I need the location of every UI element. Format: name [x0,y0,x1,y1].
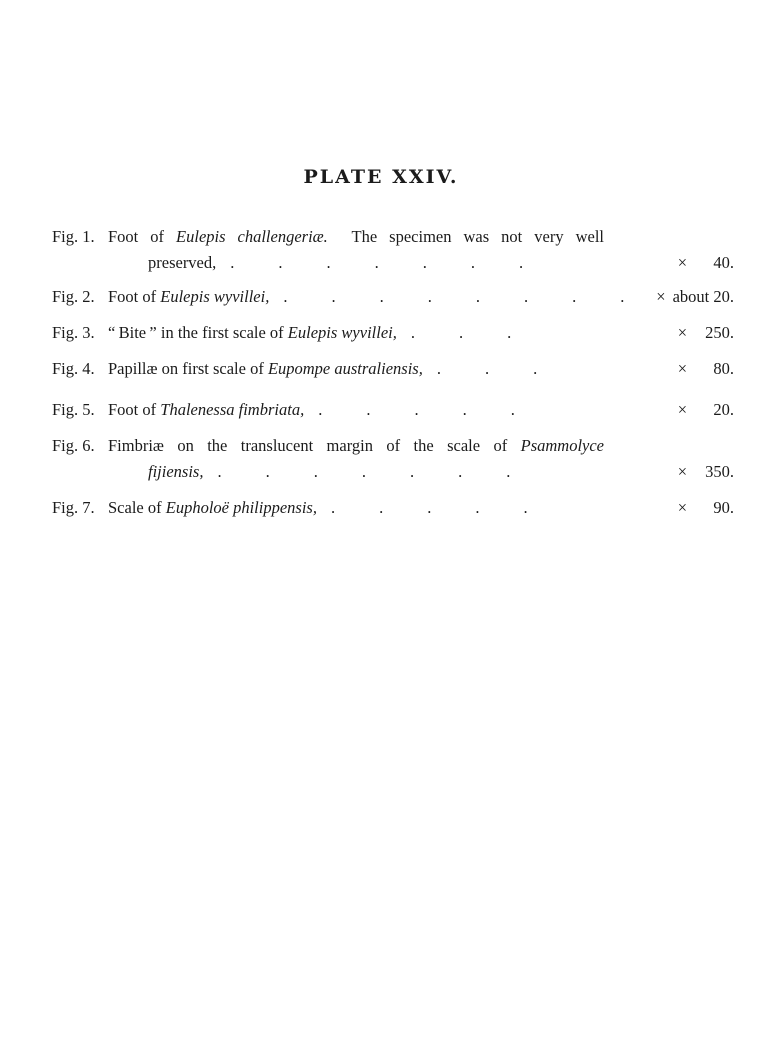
magnification [678,459,734,485]
magnification-value: 80. [713,359,734,378]
figure-label: Fig. 5. [52,400,95,419]
magnification [678,320,734,346]
figure-description [108,495,734,521]
multiply-icon: × [677,323,687,342]
figure-entry [52,284,734,310]
leader-dots: . . . . . [318,400,515,419]
figure-description [108,224,734,276]
figure-description [108,433,734,485]
magnification [678,250,734,276]
multiply-icon: × [677,400,687,419]
description-text: Fimbriæ on the translucent margin of the scale of [108,436,521,455]
description-text: Scale of [108,498,166,517]
description-continuation-line [108,250,734,276]
leader-dots: . . . . . . . . [283,287,625,306]
magnification [678,397,734,423]
species-name: fijiensis, [148,462,204,481]
figure-list [52,224,734,521]
figure-label: Fig. 2. [52,287,95,306]
description-line [108,356,734,382]
leader-dots: . . . . . [330,498,528,517]
description-line [108,320,734,346]
figure-description [108,356,734,382]
figure-entry [52,433,734,485]
description-text: “ Bite ” in the first scale of [108,323,288,342]
multiply-icon: × [677,498,687,517]
species-name: Eulepis wyvillei, [160,287,270,306]
leader-dots: . . . [410,323,512,342]
magnification [656,284,734,310]
figure-entry [52,397,734,423]
description-text: Foot of [108,227,177,246]
multiply-icon: × [677,359,687,378]
multiply-icon: × [677,253,687,272]
description-text: Papillæ on first scale of [108,359,268,378]
magnification [678,356,734,382]
magnification-value: 350. [705,462,734,481]
figure-entry [52,224,734,276]
description-continuation-line [108,459,734,485]
magnification-value: 40. [713,253,734,272]
species-name: Eupompe australiensis, [267,359,423,378]
magnification [678,495,734,521]
species-name: Thalenessa fimbriata, [160,400,305,419]
magnification-value: 20. [713,400,734,419]
description-line [108,397,734,423]
species-name: Eulepis wyvillei, [287,323,397,342]
leader-dots: . . . . . . . [230,253,524,272]
leader-dots: . . . [436,359,538,378]
species-name: Eulepis challengeriæ. [176,227,328,246]
multiply-icon: × [677,462,687,481]
multiply-icon: × [656,287,666,306]
description-first-line [108,224,734,250]
figure-description [108,397,734,423]
figure-label: Fig. 7. [52,498,95,517]
description-text: preserved, [148,253,217,272]
figure-label: Fig. 4. [52,359,95,378]
figure-label: Fig. 6. [52,436,95,455]
magnification-value: 90. [713,498,734,517]
figure-description [108,284,734,310]
description-line [108,495,734,521]
figure-entry [52,320,734,346]
description-text: The specimen was not very well [327,227,604,246]
description-first-line [108,433,734,459]
species-name: Psammolyce [520,436,604,455]
description-line [108,284,734,310]
description-text: Foot of [108,400,161,419]
magnification-value: about 20. [672,287,734,306]
figure-label: Fig. 3. [52,323,95,342]
figure-entry [52,356,734,382]
species-name: Eupholoë philippensis, [165,498,317,517]
plate-title: PLATE XXIV. [303,166,459,188]
leader-dots: . . . . . . . [217,462,511,481]
figure-label: Fig. 1. [52,227,95,246]
figure-description [108,320,734,346]
description-text: Foot of [108,287,161,306]
figure-entry [52,495,734,521]
magnification-value: 250. [705,323,734,342]
